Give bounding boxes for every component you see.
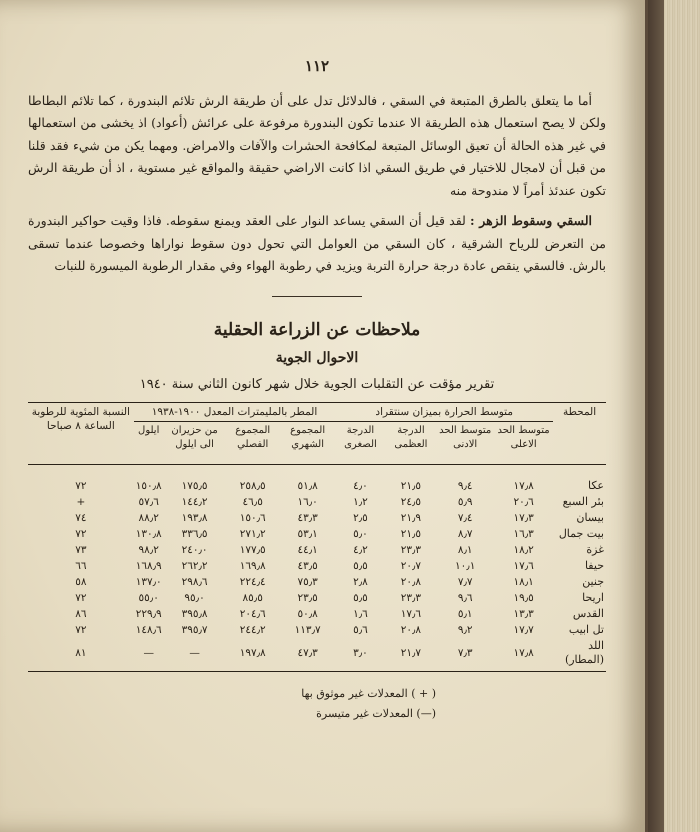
cell-min-mean: ٨٫٧ — [457, 528, 473, 540]
table-row — [28, 622, 606, 638]
cell-june-sept: — — [164, 638, 226, 672]
cell-june-sept: ٣٣٦٫٥ — [181, 528, 208, 540]
cell-abs-min: ٢٫٥ — [353, 512, 368, 524]
note-unreliable: ( + ) المعدلات غير موثوق بها — [301, 687, 436, 700]
cell-abs-max: ٢٠٫٨ — [400, 624, 422, 636]
cell-seasonal: ١٦٩٫٨ — [239, 560, 266, 572]
cell-monthly: ١٦٫٠ — [297, 496, 318, 508]
table-row — [28, 494, 606, 510]
cell-monthly: ١١٣٫٧ — [294, 624, 321, 636]
cell-sept: ٨٨٫٢ — [138, 512, 159, 524]
cell-min-mean: ١٠٫١ — [455, 560, 476, 572]
cell-station: حيفا — [584, 559, 604, 572]
table-row — [28, 526, 606, 542]
header-seasonal-total: المجموع الفصلي — [225, 422, 280, 465]
page-content — [28, 55, 606, 724]
flowers-paragraph — [28, 210, 606, 278]
cell-max-mean: ١٣٫٣ — [513, 608, 534, 620]
cell-humidity: ٧٣ — [75, 544, 87, 556]
header-monthly-total: المجموع الشهري — [280, 422, 335, 465]
cell-sept: ١٥٠٫٨ — [135, 480, 162, 492]
cell-abs-min: ٣٫٠ — [335, 638, 385, 672]
cell-june-sept: ٢٤٠٫٠ — [181, 544, 208, 556]
cell-monthly: ٥٠٫٨ — [297, 608, 318, 620]
cell-sept: ١٣٧٫٠ — [135, 576, 162, 588]
cell-humidity: ٥٨ — [75, 576, 87, 588]
cell-seasonal: ٢٧١٫٢ — [239, 528, 266, 540]
cell-sept: ١٤٨٫٦ — [135, 624, 162, 636]
cell-june-sept: ٩٥٫٠ — [184, 592, 205, 604]
header-station: المحطة — [553, 403, 606, 465]
cell-humidity: ٨٦ — [75, 608, 87, 620]
cell-max-mean: ١٧٫٨ — [494, 638, 553, 672]
weather-table — [28, 402, 606, 672]
cell-max-mean: ١٨٫٢ — [513, 544, 534, 556]
cell-min-mean: ٩٫٤ — [457, 480, 473, 492]
cell-abs-max: ٢١٫٥ — [400, 528, 422, 540]
cell-abs-max: ٢١٫٩ — [400, 512, 422, 524]
section-subtitle: الاحوال الجوية — [275, 350, 359, 366]
cell-abs-max: ٢٠٫٨ — [400, 576, 422, 588]
table-row — [28, 558, 606, 574]
note-unavailable: (—) المعدلات غير متيسرة — [316, 707, 436, 720]
cell-station: بيسان — [576, 511, 604, 524]
cell-humidity: ٧٤ — [75, 512, 87, 524]
cell-sept: ٢٢٩٫٩ — [135, 608, 162, 620]
cell-abs-max: ٢٠٫٧ — [400, 560, 422, 572]
cell-june-sept: ٢٩٨٫٦ — [181, 576, 208, 588]
cell-min-mean: ٩٫٦ — [457, 592, 473, 604]
cell-june-sept: ٣٩٥٫٧ — [181, 624, 208, 636]
cell-monthly: ٥٣٫١ — [297, 528, 318, 540]
cell-abs-max: ٢١٫٥ — [400, 480, 422, 492]
cell-min-mean: ٧٫٤ — [457, 512, 473, 524]
header-min-mean: متوسط الحد الادنى — [436, 422, 494, 465]
irrigation-paragraph: أما ما يتعلق بالطرق المتبعة في السقي ، فالدلائل تدل على أن طريقة الرش تلائم البندورة ، كما تلائم البطاطا ولكن لا يصح استعمال هذه الطريقة الا عندما تكون البندورة مرفوعة على عرائش (أعواد) اذ يخشى من استعمالها في غير هذه الحالة أن تعيق الوسائل المتبعة لمكافحة الحشرات والآفات والامراض. ومهما يكن من شيء فقد قلنا من قبل أن لامجال للاختيار في طريق السقي اذا كانت الاراضي حقيقة والمواقع غير مستوية ، اذ أن طريقة الرش تكون عندئذ أمراً لا مندوحة منه — [28, 92, 606, 198]
cell-min-mean: ٧٫٧ — [457, 576, 473, 588]
cell-humidity: ٧٢ — [75, 592, 87, 604]
cell-seasonal: ٢٤٤٫٢ — [239, 624, 266, 636]
cell-humidity: ٨١ — [28, 638, 134, 672]
cell-humidity: + — [76, 496, 86, 508]
table-row — [28, 542, 606, 558]
header-temp: متوسط الحرارة بميزان سنتقراد — [335, 403, 553, 422]
table-group-header — [28, 403, 606, 422]
cell-humidity: ٧٢ — [75, 624, 87, 636]
cell-station: عكا — [588, 479, 604, 492]
cell-abs-min: ٢٫٨ — [353, 576, 368, 588]
section-title: ملاحظات عن الزراعة الحقلية — [213, 319, 421, 340]
cell-max-mean: ١٩٫٥ — [513, 592, 534, 604]
cell-station: بيت جمال — [558, 527, 604, 540]
cell-seasonal: ٢٠٤٫٦ — [239, 608, 266, 620]
cell-monthly: ٧٥٫٣ — [297, 576, 318, 588]
cell-max-mean: ١٦٫٣ — [513, 528, 534, 540]
cell-seasonal: ٨٥٫٥ — [242, 592, 263, 604]
cell-sept: ١٦٨٫٩ — [135, 560, 162, 572]
cell-sept: ٩٨٫٢ — [138, 544, 159, 556]
table-row — [28, 590, 606, 606]
cell-abs-min: ٤٫٠ — [353, 480, 368, 492]
header-humidity: النسبة المئوية للرطوبة الساعة ٨ صباحا — [28, 403, 134, 465]
table-row — [28, 638, 606, 672]
cell-min-mean: ٥٫١ — [457, 608, 473, 620]
cell-min-mean: ٨٫١ — [457, 544, 473, 556]
cell-station: بئر السبع — [562, 495, 604, 508]
cell-max-mean: ١٧٫٣ — [513, 512, 534, 524]
cell-monthly: ٥١٫٨ — [297, 480, 318, 492]
table-row — [28, 606, 606, 622]
cell-sept: ٥٧٫٦ — [138, 496, 159, 508]
cell-monthly: ٤٧٫٣ — [280, 638, 335, 672]
cell-station: القدس — [572, 607, 604, 620]
header-abs-max: الدرجة العظمى — [386, 422, 437, 465]
table-row — [28, 510, 606, 526]
cell-max-mean: ١٧٫٦ — [513, 560, 534, 572]
cell-seasonal: ١٧٧٫٥ — [239, 544, 266, 556]
cell-station: اللد (المطار) — [553, 638, 606, 672]
cell-june-sept: ١٩٣٫٨ — [181, 512, 208, 524]
cell-seasonal: ٢٥٨٫٥ — [239, 480, 266, 492]
cell-monthly: ٢٣٫٥ — [297, 592, 318, 604]
header-abs-min: الدرجة الصغرى — [335, 422, 385, 465]
book-binding — [648, 0, 664, 832]
cell-monthly: ٤٣٫٥ — [297, 560, 318, 572]
cell-abs-min: ١٫٢ — [353, 496, 368, 508]
cell-abs-min: ٥٫٠ — [353, 528, 368, 540]
header-september: ايلول — [134, 422, 164, 465]
header-june-sept: من حزيران الى ايلول — [164, 422, 226, 465]
cell-abs-max: ٢٣٫٣ — [400, 544, 422, 556]
cell-max-mean: ١٨٫١ — [513, 576, 534, 588]
header-rain: المطر بالمليمترات المعدل ١٩٠٠-١٩٣٨ — [134, 403, 336, 422]
cell-june-sept: ٣٩٥٫٨ — [181, 608, 208, 620]
table-body — [28, 465, 606, 672]
table-row — [28, 574, 606, 590]
cell-humidity: ٦٦ — [75, 560, 87, 572]
cell-max-mean: ١٧٫٧ — [513, 624, 534, 636]
cell-abs-max: ٢٤٫٥ — [400, 496, 422, 508]
cell-abs-min: ٥٫٦ — [353, 624, 368, 636]
cell-max-mean: ١٧٫٨ — [513, 480, 534, 492]
cell-seasonal: ٢٢٤٫٤ — [239, 576, 266, 588]
cell-min-mean: ٩٫٢ — [457, 624, 473, 636]
cell-min-mean: ٥٫٩ — [457, 496, 473, 508]
cell-humidity: ٧٢ — [75, 528, 87, 540]
cell-abs-max: ٢١٫٧ — [386, 638, 437, 672]
cell-min-mean: ٧٫٣ — [436, 638, 494, 672]
cell-june-sept: ١٧٥٫٥ — [181, 480, 208, 492]
flowers-text: لقد قيل أن السقي يساعد النوار على العقد ويمنع سقوطه. فاذا وقيت حواكير البندورة من التعرض للرياح الشرقية ، كان السقي من العوامل التي تحول دون سقوط نواراها وخصوصا عندما تسقى بالرش. فالسقي ينقص عادة درجة حرارة التربة ويزيد في رطوبة الهواء وفي مقدار الرطوبة الميسورة للنبات — [28, 213, 606, 273]
section-divider — [272, 296, 362, 297]
header-max-mean: متوسط الحد الاعلى — [494, 422, 553, 465]
table-notes — [28, 684, 606, 724]
cell-sept: ١٣٠٫٨ — [135, 528, 162, 540]
cell-abs-max: ٢٣٫٣ — [400, 592, 422, 604]
cell-max-mean: ٢٠٫٦ — [513, 496, 534, 508]
cell-abs-min: ٤٫٢ — [353, 544, 368, 556]
cell-station: جنين — [582, 575, 604, 588]
cell-abs-max: ١٧٫٦ — [400, 608, 422, 620]
cell-june-sept: ١٤٤٫٢ — [181, 496, 208, 508]
cell-june-sept: ٢٦٢٫٢ — [181, 560, 208, 572]
page-number: ١١٢ — [304, 57, 330, 75]
table-row — [28, 465, 606, 495]
cell-monthly: ٤٣٫٣ — [297, 512, 318, 524]
cell-abs-min: ١٫٦ — [353, 608, 368, 620]
cell-station: اريحا — [582, 591, 604, 604]
cell-humidity: ٧٢ — [75, 480, 87, 492]
cell-monthly: ٤٤٫١ — [297, 544, 318, 556]
report-title: تقرير مؤقت عن التقلبات الجوية خلال شهر كانون الثاني سنة ١٩٤٠ — [139, 376, 495, 392]
cell-sept: — — [134, 638, 164, 672]
cell-seasonal: ١٥٠٫٦ — [239, 512, 266, 524]
cell-sept: ٥٥٫٠ — [138, 592, 159, 604]
cell-seasonal: ٤٦٫٥ — [242, 496, 263, 508]
cell-abs-min: ٥٫٥ — [353, 592, 368, 604]
cell-seasonal: ١٩٧٫٨ — [225, 638, 280, 672]
cell-station: تل ابيب — [568, 623, 604, 636]
cell-station: غزة — [586, 543, 604, 556]
cell-abs-min: ٥٫٥ — [353, 560, 368, 572]
flowers-lead: السقي وسقوط الزهر : — [470, 213, 592, 228]
